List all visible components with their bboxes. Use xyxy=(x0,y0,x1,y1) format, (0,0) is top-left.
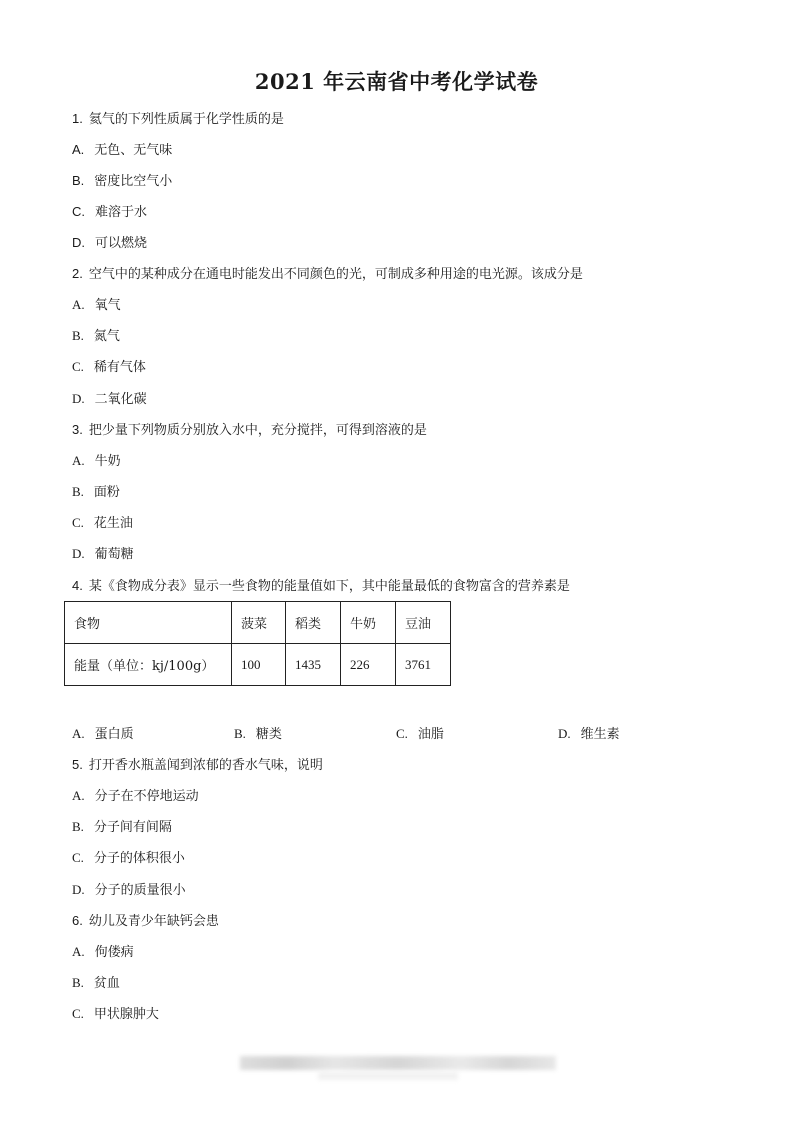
option-text: 无色、无气味 xyxy=(94,143,173,158)
q3-option-a xyxy=(72,453,121,470)
q3-option-d xyxy=(72,546,134,563)
table-cell: 3761 xyxy=(396,644,451,686)
blurred-footer xyxy=(240,1056,556,1070)
option-letter: A. xyxy=(72,726,85,741)
option-letter: A. xyxy=(72,788,85,803)
option-text: 密度比空气小 xyxy=(94,174,173,189)
q5-option-d xyxy=(72,882,186,899)
option-letter: C. xyxy=(396,726,408,741)
table-cell: 稻类 xyxy=(286,602,341,644)
option-text: 牛奶 xyxy=(94,454,121,469)
option-text: 稀有气体 xyxy=(93,360,146,375)
table-cell: 能量（单位：kj/100g） xyxy=(65,644,232,686)
option-letter: D. xyxy=(72,391,85,406)
q5-option-a xyxy=(72,788,199,805)
option-text: 葡萄糖 xyxy=(94,547,134,562)
question-number: 3. xyxy=(72,422,83,437)
option-letter: D. xyxy=(558,726,571,741)
table-cell: 100 xyxy=(232,644,286,686)
option-letter: C. xyxy=(72,359,84,374)
question-number: 4. xyxy=(72,578,83,593)
table-cell: 牛奶 xyxy=(341,602,396,644)
option-text: 分子间有间隔 xyxy=(93,820,172,835)
option-letter: C. xyxy=(72,1006,84,1021)
option-text: 分子的质量很小 xyxy=(94,883,186,898)
question-5 xyxy=(72,757,323,774)
option-text: 贫血 xyxy=(93,976,120,991)
option-letter: B. xyxy=(72,484,84,499)
option-letter: D. xyxy=(72,546,85,561)
option-text: 油脂 xyxy=(417,727,444,742)
option-text: 花生油 xyxy=(93,516,133,531)
question-number: 1. xyxy=(72,111,83,126)
question-stem: 某《食物成分表》显示一些食物的能量值如下，其中能量最低的食物富含的营养素是 xyxy=(88,579,570,594)
q4-option-b xyxy=(234,726,282,743)
option-text: 蛋白质 xyxy=(94,727,134,742)
question-stem: 把少量下列物质分别放入水中，充分搅拌，可得到溶液的是 xyxy=(88,423,427,438)
blurred-footer-line xyxy=(318,1072,458,1080)
table-cell: 1435 xyxy=(286,644,341,686)
option-text: 二氧化碳 xyxy=(94,392,147,407)
q2-option-b xyxy=(72,328,120,345)
option-text: 分子的体积很小 xyxy=(93,851,185,866)
option-letter: A. xyxy=(72,944,85,959)
question-number: 2. xyxy=(72,266,83,281)
option-letter: A. xyxy=(72,453,85,468)
q2-option-a xyxy=(72,297,121,314)
q4-option-d xyxy=(558,726,620,743)
option-text: 氧气 xyxy=(94,298,121,313)
option-text: 佝偻病 xyxy=(94,945,134,960)
option-letter: B. xyxy=(234,726,246,741)
question-stem: 幼儿及青少年缺钙会患 xyxy=(88,914,219,929)
option-letter: B. xyxy=(72,173,85,188)
option-letter: B. xyxy=(72,328,84,343)
table-row xyxy=(65,644,451,686)
q3-option-b xyxy=(72,484,120,501)
option-text: 难溶于水 xyxy=(95,205,148,220)
q1-option-c xyxy=(72,204,147,221)
question-4 xyxy=(72,578,570,595)
question-stem: 空气中的某种成分在通电时能发出不同颜色的光，可制成多种用途的电光源。该成分是 xyxy=(88,267,583,282)
table-cell: 食物 xyxy=(65,602,232,644)
option-text: 维生素 xyxy=(580,727,620,742)
option-letter: C. xyxy=(72,850,84,865)
q6-option-a xyxy=(72,944,134,961)
q2-option-d xyxy=(72,391,147,408)
option-letter: D. xyxy=(72,882,85,897)
table-cell: 菠菜 xyxy=(232,602,286,644)
question-1 xyxy=(72,111,284,128)
question-stem: 打开香水瓶盖闻到浓郁的香水气味，说明 xyxy=(88,758,323,773)
table-cell: 豆油 xyxy=(396,602,451,644)
q5-option-c xyxy=(72,850,185,867)
q6-option-c xyxy=(72,1006,159,1023)
question-6 xyxy=(72,913,219,930)
q3-option-c xyxy=(72,515,133,532)
question-number: 5. xyxy=(72,757,83,772)
option-letter: A. xyxy=(72,297,85,312)
question-3 xyxy=(72,422,427,439)
q1-option-a xyxy=(72,142,172,159)
q2-option-c xyxy=(72,359,146,376)
option-text: 甲状腺肿大 xyxy=(93,1007,159,1022)
option-letter: B. xyxy=(72,819,84,834)
option-letter: A. xyxy=(72,142,85,157)
option-text: 糖类 xyxy=(255,727,282,742)
option-text: 分子在不停地运动 xyxy=(94,789,199,804)
table-header-row xyxy=(65,602,451,644)
option-letter: C. xyxy=(72,515,84,530)
q6-option-b xyxy=(72,975,120,992)
option-text: 氮气 xyxy=(93,329,120,344)
question-2 xyxy=(72,266,583,283)
option-letter: D. xyxy=(72,235,85,250)
option-letter: B. xyxy=(72,975,84,990)
question-number: 6. xyxy=(72,913,83,928)
option-letter: C. xyxy=(72,204,85,219)
food-energy-table xyxy=(64,601,451,686)
q4-option-a xyxy=(72,726,134,743)
q1-option-d xyxy=(72,235,147,252)
option-text: 可以燃烧 xyxy=(95,236,148,251)
question-stem: 氦气的下列性质属于化学性质的是 xyxy=(88,112,284,127)
page-title: 2021 年云南省中考化学试卷 xyxy=(254,69,539,94)
option-text: 面粉 xyxy=(93,485,120,500)
q4-option-c xyxy=(396,726,444,743)
q5-option-b xyxy=(72,819,172,836)
table-cell: 226 xyxy=(341,644,396,686)
q1-option-b xyxy=(72,173,172,190)
